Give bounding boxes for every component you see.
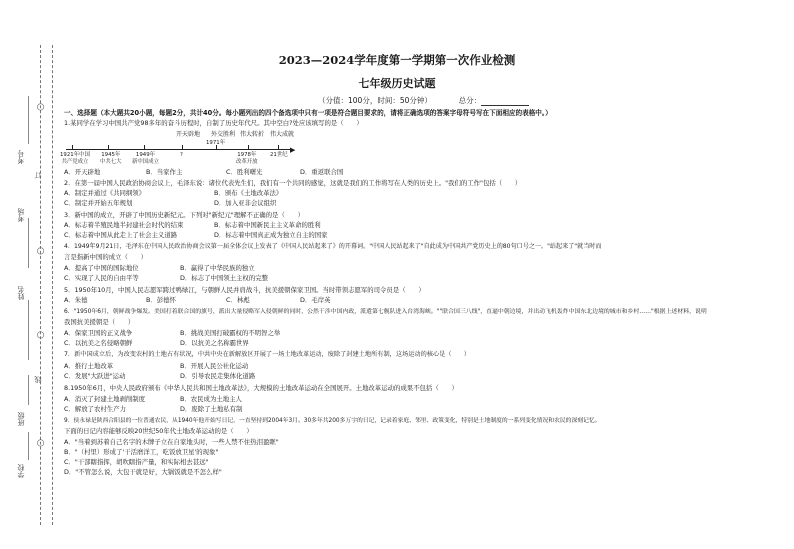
q1-option-a: A．开天辟地 — [64, 168, 101, 176]
q5-option-a: A．朱德 — [64, 296, 88, 304]
kaochang-line — [28, 218, 29, 268]
q3-option-d: D．标志着中国真正成为独立自主的国家 — [214, 231, 328, 239]
timeline-marker-1945: 1945年 中共七大 — [100, 152, 122, 165]
kaohao-line — [28, 96, 29, 144]
timeline-above-2: 外交胜利 — [211, 131, 236, 138]
q7-option-d: D．引导农民走集体化道路 — [180, 372, 256, 380]
xuexiao-label: 学校 — [17, 464, 25, 478]
q1-option-b: B．当家作主 — [146, 168, 183, 176]
q6-option-d: D．以抗美之名称霸世界 — [180, 339, 249, 347]
binding-circle-4: ○ — [35, 439, 46, 447]
q2-option-d: D．加入亚非会议组织 — [214, 199, 277, 207]
xingming-label: 姓名 — [17, 286, 25, 300]
q9-stem-cont: 下面的日记内容能够反映20世纪50年代土地改革运动的是（ ） — [64, 427, 253, 435]
q2-stem: 2．在第一届中国人民政治协商会议上，毛泽东说：诸位代表先生们，我们有一个共同的感觉，这就是我们的工作将写在人类的历史上。"我们的工作"包括（ ） — [64, 179, 522, 187]
q6-option-a: A．保家卫国的正义战争 — [64, 329, 133, 337]
q1-option-c: C．胜利曙光 — [226, 168, 263, 176]
q4-option-c: C．实现了人民的自由平等 — [64, 274, 139, 282]
timeline-axis — [66, 149, 291, 150]
q5-option-b: B．彭德怀 — [146, 296, 176, 304]
q4-option-d: D．标志了中国领土主权的完整 — [180, 274, 268, 282]
q4-stem: 4．1949年9月21日，毛泽东在中国人民政治协商会议第一届全体会议上发表了《中国人民站起来了》的开幕词。"中国人民站起来了"自此成为中国共产党历史上的80句口号之一。"站起来了"就当时而 — [64, 243, 602, 250]
q1-stem: 1.某同学在学习中国共产党98多年的奋斗历程时，自制了历史年代尺。其中空白?处应该填写的是（ ） — [64, 119, 363, 127]
timeline-marker-1978: 1978年 改革开放 — [236, 152, 258, 165]
q4-stem-cont: 言是指新中国的成立（ ） — [64, 253, 148, 261]
q2-option-a: A．制定并通过《共同纲领》 — [64, 189, 146, 197]
binding-circle-3: ○ — [35, 331, 46, 339]
timeline-marker-1949: 1949年 新中国成立 — [132, 152, 159, 165]
q9-option-a: A．"当着到苏着自己名字的木牌子立在自家地头时，一些人禁不住热泪盈眶" — [64, 438, 279, 446]
banji-line — [28, 375, 29, 405]
q7-option-c: C．发展"大跃进"运动 — [64, 372, 126, 380]
q8-stem: 8.1950年6月，中央人民政府颁布《中华人民共和国土地改革法》，大规模的土地改革运动在全国展开。土地改革运动的成果不包括（ ） — [64, 384, 458, 392]
q6-option-c: C．以抗美之名侵略朝鲜 — [64, 339, 133, 347]
exam-subtitle: 七年级历史试题 — [358, 77, 436, 90]
q7-option-a: A．推行土地改革 — [64, 362, 114, 370]
q2-option-b: B．颁布《土地改革法》 — [214, 189, 283, 197]
timeline-above-4: 伟大成就 — [270, 131, 295, 138]
xuexiao-line — [28, 432, 29, 460]
q8-option-b: B．农民成为土地主人 — [180, 395, 242, 403]
q8-option-d: D．废除了土地私有制 — [180, 405, 243, 413]
binding-seal-xian: 线 — [34, 376, 42, 383]
q9-option-c: C．"干部瞎指挥，胡吹瞎指产量，和实际相去甚远" — [64, 458, 209, 466]
kaohao-label: 考号 — [17, 150, 25, 164]
timeline-marker-1971: 1971年 — [206, 140, 226, 146]
timeline-marker-21c: 21世纪 — [270, 152, 288, 158]
exam-title: 2023—2024学年度第一学期第一次作业检测 — [278, 53, 516, 67]
q5-option-d: D．毛岸英 — [300, 296, 331, 304]
inner-dashed-line — [52, 45, 53, 525]
q4-option-a: A．提高了中国的国际地位 — [64, 264, 139, 272]
binding-seal-ding-1: 订 — [34, 172, 42, 179]
q3-option-c: C．标志着中国从此走上了社会主义道路 — [64, 231, 178, 239]
outer-dashed-line — [40, 45, 41, 525]
q3-option-a: A．标志着半殖民地半封建社会时代的结束 — [64, 221, 184, 229]
section1-heading: 一、选择题（本大题共20小题，每题2分，共计40分。每小题列出的四个备选项中只有一项是符合题目要求的，请将正确选项的答案字母符号写在下面相应的表格中。） — [64, 109, 552, 117]
q5-option-c: C．林彪 — [226, 296, 250, 304]
q5-stem: 5．1950年10月，中国人民志愿军跨过鸭绿江，与朝鲜人民并肩战斗，抗美援朝保家卫国。当时带领志愿军的司令员是（ ） — [64, 286, 425, 294]
timeline-arrow-icon: ▶ — [290, 146, 296, 154]
binding-circle-2: ○ — [35, 247, 46, 255]
banji-label: 班级 — [17, 412, 25, 426]
xingming-line — [28, 300, 29, 360]
q3-stem: 3．新中国的成立，开辟了中国历史新纪元。下列对"新纪元"理解不正确的是（ ） — [64, 211, 305, 219]
q7-stem: 7．新中国成立后，为改变农村的土地占有状况，中共中央在新解放区开展了一场土地改革运动，废除了封建土地所有制，这场运动的核心是（ ） — [64, 351, 471, 358]
q4-option-b: B．赢得了中华民族的独立 — [180, 264, 255, 272]
total-score-blank — [481, 105, 529, 106]
timeline-marker-1921: 1921年中国 共产党成立 — [60, 152, 90, 165]
q9-stem: 9．侯永禄是陕西合阳县的一位普通农民，从1940年他开始写日记，一直坚持到2004年3月。30多年共200多万字的日记，记录着家庭、邻里、政策变化，特别是土地制度的一系列变化情况和农民的深刻记忆。 — [64, 418, 601, 424]
q6-stem-cont: 我国抗美援朝是（ ） — [64, 318, 135, 326]
q8-option-a: A．消灭了封建土地剥削制度 — [64, 395, 146, 403]
q9-option-d: D．"不管怎么说，大包干就是好，大锅饭就是不怎么样" — [64, 468, 222, 476]
q3-option-b: B．标志着中国新民主主义革命的胜利 — [214, 221, 321, 229]
total-score-label: 总分： — [458, 96, 482, 105]
timeline-above-1: 开天辟地 — [176, 131, 201, 138]
q2-option-c: C．制定并开始五年规划 — [64, 199, 133, 207]
timeline-above-3: 伟大转折 — [240, 131, 265, 138]
score-info: （分值：100分，时间：50分钟） — [318, 96, 432, 105]
timeline-marker-blank: ? — [180, 152, 183, 158]
binding-circle-1: ○ — [35, 103, 46, 111]
q9-option-b: B．"（村里）形成了'干活磨洋工，吃饭放卫星'的现象" — [64, 448, 219, 456]
kaochang-label: 考场 — [17, 208, 25, 222]
q1-timeline — [60, 124, 304, 166]
q6-option-b: B．挑战美国打破霸权的不明智之举 — [180, 329, 281, 337]
q1-option-d: D．重返联合国 — [300, 168, 344, 176]
score-info-line — [318, 95, 529, 106]
q6-stem: 6．"1950年6月，朝鲜战争爆发。美国打着联合国的旗号，派出大量侵略军入侵朝鲜的同时，公然干涉中国内政，派遣第七舰队进入台湾海峡。""联合国三八线"，直逼中朝边境，并出动飞机轰炸中国东北边境的城市和乡村……"根据上述材料，说明 — [64, 309, 707, 315]
q7-option-b: B．开展人民公社化运动 — [180, 362, 249, 370]
q8-option-c: C．解放了农村生产力 — [64, 405, 126, 413]
